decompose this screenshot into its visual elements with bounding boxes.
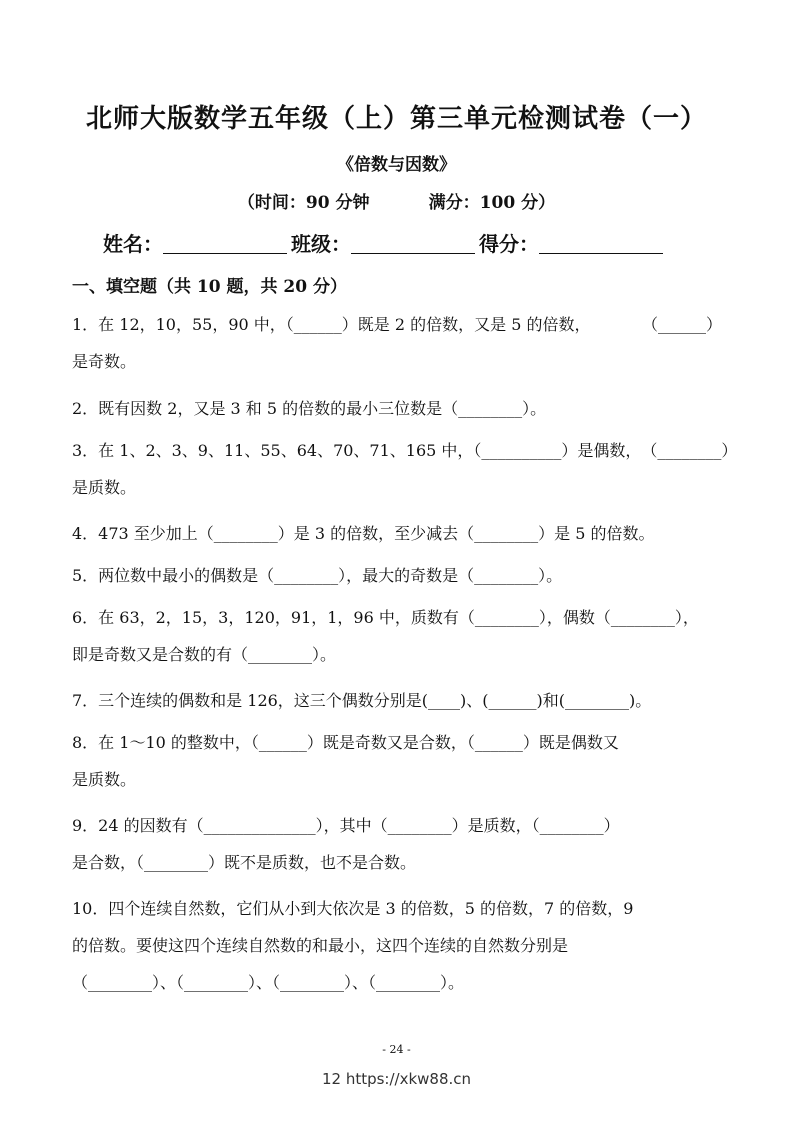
question-3-continuation: 是质数。: [72, 478, 137, 497]
question-7: 7．三个连续的偶数和是 126，这三个偶数分别是(____)、(______)和(________)。: [72, 691, 652, 710]
question-3-blank: （________）: [641, 441, 738, 460]
question-6-line1: 6．在 63，2，15，3，120，91，1，96 中，质数有（________），偶数（________），: [72, 608, 699, 627]
question-8-line2: 是质数。: [72, 770, 137, 789]
subtitle: 《倍数与因数》: [337, 155, 456, 175]
question-1-continuation: 是奇数。: [72, 352, 137, 371]
question-9: [72, 807, 722, 881]
question-3: [72, 432, 738, 506]
question-10-line3: （________）、（________）、（________）、（________）。: [72, 973, 465, 992]
question-10-line1: 10．四个连续自然数，它们从小到大依次是 3 的倍数，5 的倍数，7 的倍数，9: [72, 899, 634, 918]
score-blank: [539, 233, 663, 254]
score-label: 得分：: [479, 232, 539, 256]
section-header: 一、填空题（共 10 题，共 20 分）: [72, 277, 347, 297]
exam-info: （时间：90 分钟 满分：100 分）: [237, 193, 556, 213]
question-6-line2: 即是奇数又是合数的有（________）。: [72, 645, 337, 664]
student-info-fields: [103, 228, 667, 257]
question-8-line1: 8．在 1～10 的整数中，（______）既是奇数又是合数，（______）既是偶数又: [72, 733, 619, 752]
question-2: 2．既有因数 2，又是 3 和 5 的倍数的最小三位数是（________）。: [72, 399, 547, 418]
name-label: 姓名：: [103, 232, 163, 256]
class-blank: [351, 233, 475, 254]
question-10-line2: 的倍数。要使这四个连续自然数的和最小，这四个连续的自然数分别是: [72, 936, 569, 955]
question-1-text: 1．在 12，10，55，90 中，（______）既是 2 的倍数，又是 5 的倍数，: [72, 315, 591, 334]
class-label: 班级：: [291, 232, 351, 256]
question-3-text: 3．在 1、2、3、9、11、55、64、70、71、165 中，（__________）是偶数，: [72, 441, 642, 460]
question-1: [72, 306, 722, 380]
question-8: [72, 724, 722, 798]
question-9-line2: 是合数，（________）既不是质数，也不是合数。: [72, 853, 417, 872]
question-10: [72, 890, 722, 1001]
question-4: 4．473 至少加上（________）是 3 的倍数，至少减去（________）是 5 的倍数。: [72, 524, 655, 543]
name-blank: [163, 233, 287, 254]
page-title: 北师大版数学五年级（上）第三单元检测试卷（一）: [85, 104, 707, 134]
page-number: - 24 -: [382, 1043, 411, 1056]
question-5: 5．两位数中最小的偶数是（________），最大的奇数是（________）。: [72, 566, 563, 585]
question-1-blank: （______）: [641, 315, 722, 334]
watermark-url: 12 https://xkw88.cn: [321, 1070, 472, 1088]
question-6: [72, 599, 722, 673]
question-9-line1: 9．24 的因数有（______________），其中（________）是质数，（________）: [72, 816, 620, 835]
